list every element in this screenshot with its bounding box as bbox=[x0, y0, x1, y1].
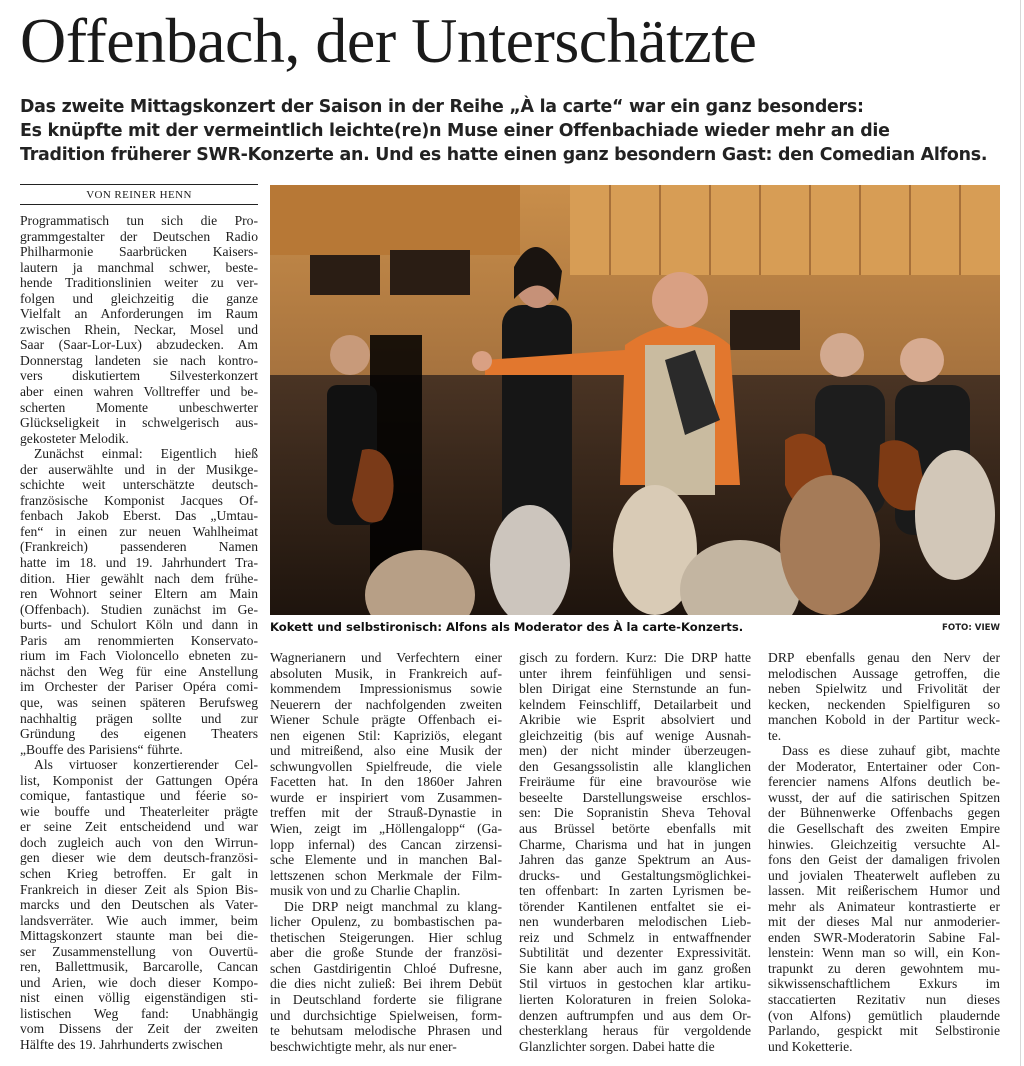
deck-line: Das zweite Mittagskonzert der Saison in der Reihe „À la carte“ war ein ganz besonders: bbox=[20, 97, 864, 117]
column-text-line: Glückseligkeit in schwelgerisch aus- bbox=[20, 415, 258, 431]
column-text-line: Wagnerianern und Verfechtern einer bbox=[270, 650, 502, 665]
column-text-line: chesterklang heraus für vergoldende bbox=[519, 1023, 751, 1039]
column-text-line: den Gesangssolistin alle klanglichen bbox=[519, 758, 751, 774]
column-text-line: und jovialen Theaterwelt aufleben zu bbox=[768, 867, 1000, 883]
column-text-line: wie bouffe und Theaterleiter prägte bbox=[20, 803, 258, 819]
column-text-line: beseelte Darstellungsweise erschlos- bbox=[519, 789, 751, 805]
column-text-line: marcks und den Deutschen als Vater- bbox=[20, 897, 258, 913]
column-text-line: aber die große Stunde der französi- bbox=[270, 945, 502, 961]
column-text-line: zwischen Rhein, Neckar, Mosel und bbox=[20, 321, 258, 337]
column-text-line: Frankreich in dieser Zeit als Spion Bis- bbox=[20, 881, 258, 897]
column-text-line: Neuerern der nachfolgenden zweiten bbox=[270, 696, 502, 712]
column-text-line: Gründung des eigenen Theaters bbox=[20, 726, 258, 742]
column-text-line: Stil virtuos in gestochen klar artiku- bbox=[519, 976, 751, 992]
column-text-line: sche Elemente und in manchen Bal- bbox=[270, 852, 502, 868]
column-text-line: die dies nicht zuließ: Bei ihrem Debüt bbox=[270, 976, 502, 992]
column-text-line: nen wunderbaren melodischen Lieb- bbox=[519, 914, 751, 930]
column-text-line: und mitreißend, also eine Musik der bbox=[270, 743, 502, 759]
column-text-line: te. bbox=[768, 727, 782, 743]
column-text-line: Donnerstag landeten sie nach kontro- bbox=[20, 352, 258, 368]
column-text-line: Zunächst einmal: Eigentlich hieß bbox=[34, 446, 258, 462]
column-text-line: mehr als Animateur kontrastierte er bbox=[768, 898, 1000, 914]
column-text-line: rium im Fach Violoncello ebneten zu- bbox=[20, 648, 258, 664]
column-text-line: lierten Koloraturen in freien Soloka- bbox=[519, 992, 751, 1008]
column-text-line: mit der dieses Mal nur anmoderier- bbox=[768, 914, 1000, 930]
column-text-line: hinwies. Gleichzeitig versuchte Al- bbox=[768, 836, 1000, 852]
column-text-line: Hälfte des 19. Jahrhunderts zwischen bbox=[20, 1036, 223, 1052]
column-text-line: sikwissenschaftlichem Exkurs im bbox=[768, 976, 1000, 992]
column-text-line: wusst, der auf die satirischen Spitzen bbox=[768, 789, 1000, 805]
column-text-line: licher Opulenz, zu bombastischen pa- bbox=[270, 914, 502, 930]
column-text-line: nachhaltig prägen sollte und zur bbox=[20, 710, 258, 726]
column-text-line: aus Brüssel betörte ebenfalls mit bbox=[519, 821, 751, 837]
column-text-line: ser Zusammenstellung von Ouvertü- bbox=[20, 943, 258, 959]
column-text-line: musik von und zu Charlie Chaplin. bbox=[270, 883, 461, 899]
column-text-line: in Deutschland forderte sie filigrane bbox=[270, 992, 502, 1008]
column-text-line: absoluten Musik, in Frankreich auf- bbox=[270, 665, 502, 681]
column-text-line: dition. Hier gewählt nach dem frühe- bbox=[20, 570, 258, 586]
column-text-line: und Arien, wie doch dieser Kompo- bbox=[20, 974, 258, 990]
photo-credit: FOTO: VIEW bbox=[942, 623, 1000, 633]
column-text-line: Akribie wie Esprit absolviert und bbox=[519, 712, 751, 728]
column-text-line: schichte weit unterschätzte deutsch- bbox=[20, 477, 258, 493]
column-text-line: und Koketterie. bbox=[768, 1038, 853, 1054]
column-text-line: Subtilität und dezenter Expressivität. bbox=[519, 945, 751, 961]
column-text-line: lassen. Mit reißerischem Humor und bbox=[768, 883, 1000, 899]
column-text-line: grammgestalter der Deutschen Radio bbox=[20, 228, 258, 244]
column-text-line: reiz und Schmelz in entwaffnender bbox=[519, 929, 751, 945]
column-text-line: treffen mit der Strauß-Dynastie in bbox=[270, 805, 502, 821]
column-text-line: Glanzlichter sorgen. Dabei hatte die bbox=[519, 1038, 715, 1054]
column-text-line: im Orchester der Pariser Opéra comi- bbox=[20, 679, 258, 695]
column-text-line: der Bühnenwerke Offenbachs gegen bbox=[768, 805, 1000, 821]
text-column-2 bbox=[270, 650, 502, 1054]
column-text-line: denzen auftrumpfen und aus dem Or- bbox=[519, 1007, 751, 1023]
column-text-line: der Moderator, Entertainer oder Con- bbox=[768, 758, 1000, 774]
column-text-line: wurde er inspiriert vom Zusammen- bbox=[270, 789, 502, 805]
byline: VON REINER HENN bbox=[86, 189, 192, 201]
column-text-line: enden SWR-Moderatorin Sabine Fal- bbox=[768, 929, 1000, 945]
column-text-line: Programmatisch tun sich die Pro- bbox=[20, 213, 258, 228]
column-text-line: Philharmonie Saarbrücken Kaisers- bbox=[20, 244, 258, 260]
article-deck bbox=[20, 95, 1010, 167]
column-text-line: vers diskutiertem Silvesterkonzert bbox=[20, 368, 258, 384]
column-text-line: hende Traditionslinien weiter zu ver- bbox=[20, 275, 258, 291]
column-text-line: Sie kann aber auch im ganz großen bbox=[519, 960, 751, 976]
column-text-line: list, Komponist der Gattungen Opéra bbox=[20, 772, 258, 788]
deck-line: Tradition früherer SWR-Konzerte an. Und es hatte einen ganz besondern Gast: den Comedian Alfons. bbox=[20, 145, 988, 165]
column-text-line: nächst den Weg für eine Anstellung bbox=[20, 663, 258, 679]
column-text-line: die Gesellschaft des zweiten Empire bbox=[768, 821, 1000, 837]
column-text-line: kelndem Feinschliff, Detailarbeit und bbox=[519, 696, 751, 712]
column-text-line: er seine Zeit entscheidend und war bbox=[20, 819, 258, 835]
column-text-line: doch zugleich auch von den Wirrun- bbox=[20, 834, 258, 850]
column-text-line: staccatierten Rezitativ nun dieses bbox=[768, 992, 1000, 1008]
byline-rule-bottom bbox=[20, 204, 258, 205]
column-text-line: Facetten hat. In den 1860er Jahren bbox=[270, 774, 502, 790]
column-text-line: Jahren das ganze Spektrum an Aus- bbox=[519, 852, 751, 868]
column-text-line: te behutsam melodische Phrasen und bbox=[270, 1023, 502, 1039]
column-text-line: Dass es diese zuhauf gibt, machte bbox=[782, 743, 1000, 759]
column-text-line: (Frankreich) passenderen Namen bbox=[20, 539, 258, 555]
column-text-line: (Offenbach). Studien zunächst im Ge- bbox=[20, 601, 258, 617]
column-text-line: gekosteter Melodik. bbox=[20, 430, 129, 446]
column-text-line: törender Kantilenen entfaltet sie ei- bbox=[519, 898, 751, 914]
column-text-line: gen dieser wie dem deutsch-französi- bbox=[20, 850, 258, 866]
column-text-line: thetischen Steigerungen. Hier schlug bbox=[270, 929, 502, 945]
headline: Offenbach, der Unterschätzte bbox=[20, 5, 757, 76]
text-column-3 bbox=[519, 650, 751, 1054]
column-text-line: Die DRP neigt manchmal zu klang- bbox=[284, 898, 502, 914]
column-text-line: beschwichtigte mehr, als nur ener- bbox=[270, 1038, 457, 1054]
column-text-line: „Bouffe des Parisiens“ führte. bbox=[20, 741, 183, 757]
page-edge-line bbox=[1020, 0, 1021, 1066]
concert-photo bbox=[270, 185, 1000, 615]
text-column-1 bbox=[20, 213, 258, 1053]
column-text-line: drucks- und Gestaltungsmöglichkei- bbox=[519, 867, 751, 883]
column-text-line: scherten Momente unbeschwerter bbox=[20, 399, 258, 415]
column-text-line: sen: Die Sopranistin Sheva Tehoval bbox=[519, 805, 751, 821]
column-text-line: Saar (Saar-Lor-Lux) abzudecken. Am bbox=[20, 337, 258, 353]
photo-caption: Kokett und selbstironisch: Alfons als Moderator des À la carte-Konzerts. bbox=[270, 620, 744, 634]
column-text-line: blen Dirigat eine Sternstunde an fun- bbox=[519, 681, 751, 697]
column-text-line: gleichzeitig (bis auf wenige Ausnah- bbox=[519, 727, 751, 743]
column-text-line: unter ihrem feinfühligen und sensi- bbox=[519, 665, 751, 681]
column-text-line: que, was seinen späteren Berufsweg bbox=[20, 694, 258, 710]
byline-rule-top bbox=[20, 184, 258, 185]
deck-line: Es knüpfte mit der vermeintlich leichte(re)n Muse einer Offenbachiade wieder mehr an die bbox=[20, 121, 890, 141]
column-text-line: gisch zu fordern. Kurz: Die DRP hatte bbox=[519, 650, 751, 665]
column-text-line: lautern ja manchmal schwer, beste- bbox=[20, 259, 258, 275]
column-text-line: manchen Kobold in der Partitur weck- bbox=[768, 712, 1000, 728]
column-text-line: nen eigenen Stil: Kapriziös, elegant bbox=[270, 727, 502, 743]
column-text-line: Als virtuoser konzertierender Cel- bbox=[34, 757, 258, 773]
column-text-line: schwungvollen Spielfreude, die viele bbox=[270, 758, 502, 774]
column-text-line: men) der nicht minder überzeugen- bbox=[519, 743, 751, 759]
column-text-line: listischen Weg fand: Unabhängig bbox=[20, 1005, 258, 1021]
column-text-line: Vielfalt an Anforderungen im Raum bbox=[20, 306, 258, 322]
column-text-line: kommendem Impressionismus sowie bbox=[270, 681, 502, 697]
column-text-line: lettszenen schon Merkmale der Film- bbox=[270, 867, 502, 883]
column-text-line: burts- und Schulort Köln und dann in bbox=[20, 617, 258, 633]
column-text-line: der auserwählte und in der Musikge- bbox=[20, 461, 258, 477]
column-text-line: vom Dissens der Zeit der zweiten bbox=[20, 1021, 258, 1037]
text-column-4 bbox=[768, 650, 1000, 1054]
column-text-line: trapunkt zu deren gewohntem mu- bbox=[768, 960, 1000, 976]
column-text-line: Paris am renommierten Konservato- bbox=[20, 632, 258, 648]
column-text-line: ferencier namens Alfons deutlich be- bbox=[768, 774, 1000, 790]
column-text-line: fenbach Jakob Eberst. Das „Umtau- bbox=[20, 508, 258, 524]
column-text-line: ren, Ballettmusik, Barcarolle, Cancan bbox=[20, 959, 258, 975]
column-text-line: Parlando, gespickt mit Selbstironie bbox=[768, 1023, 1000, 1039]
column-text-line: schen Gastdirigentin Chloé Dufresne, bbox=[270, 960, 502, 976]
column-text-line: (von Alfons) gemütlich plaudernde bbox=[768, 1007, 1000, 1023]
column-text-line: Freiräume für eine bravouröse wie bbox=[519, 774, 751, 790]
column-text-line: lopp infernal) des Cancan zirzensi- bbox=[270, 836, 502, 852]
column-text-line: und durchsichtige Spielweisen, form- bbox=[270, 1007, 502, 1023]
column-text-line: ten offenbart: In zarten Lyrismen be- bbox=[519, 883, 751, 899]
column-text-line: französische Komponist Jacques Of- bbox=[20, 492, 258, 508]
column-text-line: Charme, Charisma und hat in jungen bbox=[519, 836, 751, 852]
column-text-line: Wiener Schule prägte Offenbach ei- bbox=[270, 712, 502, 728]
column-text-line: folgen und gleichzeitig die ganze bbox=[20, 290, 258, 306]
column-text-line: Wien, zeigt im „Höllengalopp“ (Ga- bbox=[270, 821, 502, 837]
column-text-line: DRP ebenfalls genau den Nerv der bbox=[768, 650, 1000, 665]
column-text-line: melodischen Aussage getroffen, die bbox=[768, 665, 1000, 681]
column-text-line: kecken, neckenden Spielfiguren so bbox=[768, 696, 1000, 712]
column-text-line: ren Wohnort seiner Eltern am Main bbox=[20, 586, 258, 602]
column-text-line: landsverräter. Wie auch immer, beim bbox=[20, 912, 258, 928]
column-text-line: Mittagskonzert staunte man bei die- bbox=[20, 928, 258, 944]
column-text-line: hatte im 18. und 19. Jahrhundert Tra- bbox=[20, 555, 258, 571]
column-text-line: neben Spielwitz und Frivolität der bbox=[768, 681, 1000, 697]
column-text-line: lenstein: Wenn man so will, ein Kon- bbox=[768, 945, 1000, 961]
column-text-line: schen Krieg betroffen. Er galt in bbox=[20, 865, 258, 881]
column-text-line: comique, fantastique und féerie so- bbox=[20, 788, 258, 804]
column-text-line: fen“ in einen zur neuen Wahlheimat bbox=[20, 523, 258, 539]
column-text-line: aber einen wahren Volltreffer und be- bbox=[20, 384, 258, 400]
column-text-line: nist einen völlig eigenständigen sti- bbox=[20, 990, 258, 1006]
column-text-line: fons den Geist der damaligen frivolen bbox=[768, 852, 1000, 868]
